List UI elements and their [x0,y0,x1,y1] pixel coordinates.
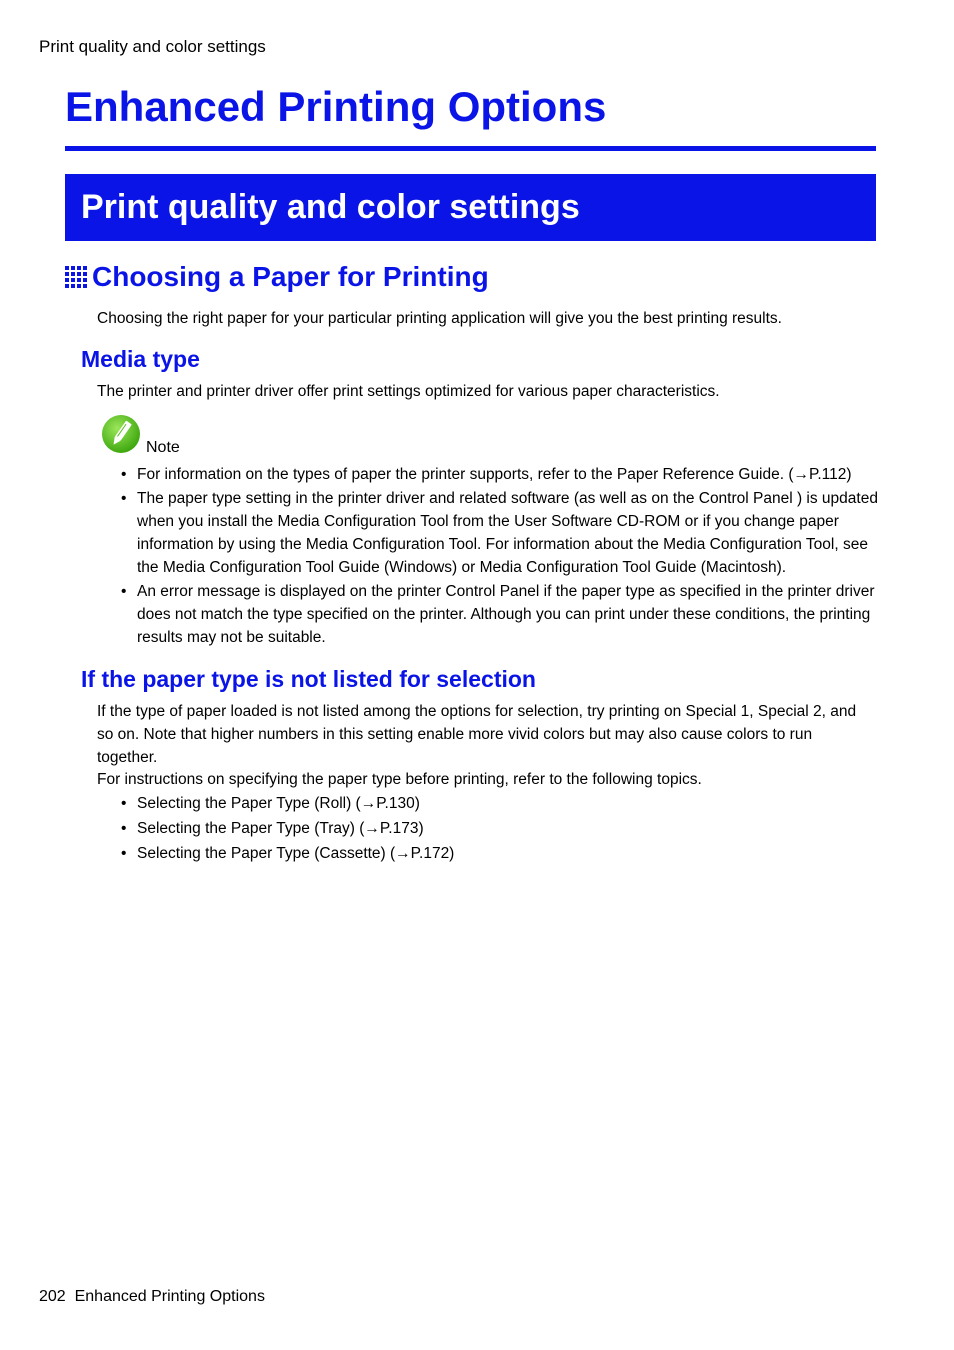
not-listed-text: If the type of paper loaded is not listed among the options for selection, try printing on Special 1, Special 2, and so on. Note that higher numbers in this setting enable more vivid colors but may also cause colors to run together. [97,703,857,766]
media-type-text: The printer and printer driver offer print settings optimized for various paper characteristics. [97,383,720,400]
not-listed-instructions: For instructions on specifying the paper type before printing, refer to the following topics. [97,771,702,788]
list-item[interactable]: • Selecting the Paper Type (Roll) (→P.130) [121,795,420,812]
chapter-title-underline [65,146,876,151]
section-banner [65,174,876,241]
footer-chapter: Enhanced Printing Options [74,1288,265,1305]
chapter-title: Enhanced Printing Options [65,83,607,130]
topic-intro: Choosing the right paper for your particular printing application will give you the best printing results. [97,310,782,327]
note-item-text: The paper type setting in the printer driver and related software (as well as on the Control Panel ) is updated when you install the Media Configuration Tool from the User Software CD-ROM or if you change paper information by using the Media Configuration Tool. For information about the Media Configuration Tool, see the Media Configuration Tool Guide (Windows) or Media Configuration Tool Guide (Macintosh). [137,490,878,576]
grid-icon [65,266,87,288]
note-item-text: For information on the types of paper the printer supports, refer to the Paper Reference Guide. (→P.112) [137,466,852,483]
reference-list [121,792,881,867]
pencil-note-icon [101,414,141,454]
media-type-heading: Media type [81,346,200,372]
note-list [121,463,881,650]
topic-heading [65,259,489,295]
list-item: • The paper type setting in the printer driver and related software (as well as on the Control Panel ) is updated when you install the Media Configuration Tool from the User Software CD-ROM or if you change paper information by using the Media Configuration Tool. For information about the Media Configuration Tool, see the Media Configuration Tool Guide (Windows) or Media Configuration Tool Guide (Macintosh). [121,490,878,576]
page-footer [39,1287,265,1307]
note-item-text: An error message is displayed on the printer Control Panel if the paper type as specified in the printer driver does not match the type specified on the printer. Although you can print under these conditions, the printing results may not be suitable. [137,583,875,646]
not-listed-heading: If the paper type is not listed for selection [81,666,536,692]
reference-link[interactable]: Selecting the Paper Type (Tray) (→P.173) [137,820,424,837]
list-item[interactable]: • Selecting the Paper Type (Cassette) (→P.172) [121,845,455,862]
note-label: Note [146,439,180,456]
list-item[interactable]: • Selecting the Paper Type (Tray) (→P.173) [121,820,424,837]
reference-link[interactable]: Selecting the Paper Type (Cassette) (→P.172) [137,845,455,862]
page-number: 202 [39,1288,66,1305]
running-header: Print quality and color settings [39,37,266,56]
reference-link[interactable]: Selecting the Paper Type (Roll) (→P.130) [137,795,420,812]
topic-title: Choosing a Paper for Printing [92,261,489,292]
section-title: Print quality and color settings [81,188,580,226]
list-item: • For information on the types of paper the printer supports, refer to the Paper Reference Guide. (→P.112) [121,466,852,483]
list-item: • An error message is displayed on the printer Control Panel if the paper type as specified in the printer driver does not match the type specified on the printer. Although you can print under these conditions, the printing results may not be suitable. [121,583,875,646]
